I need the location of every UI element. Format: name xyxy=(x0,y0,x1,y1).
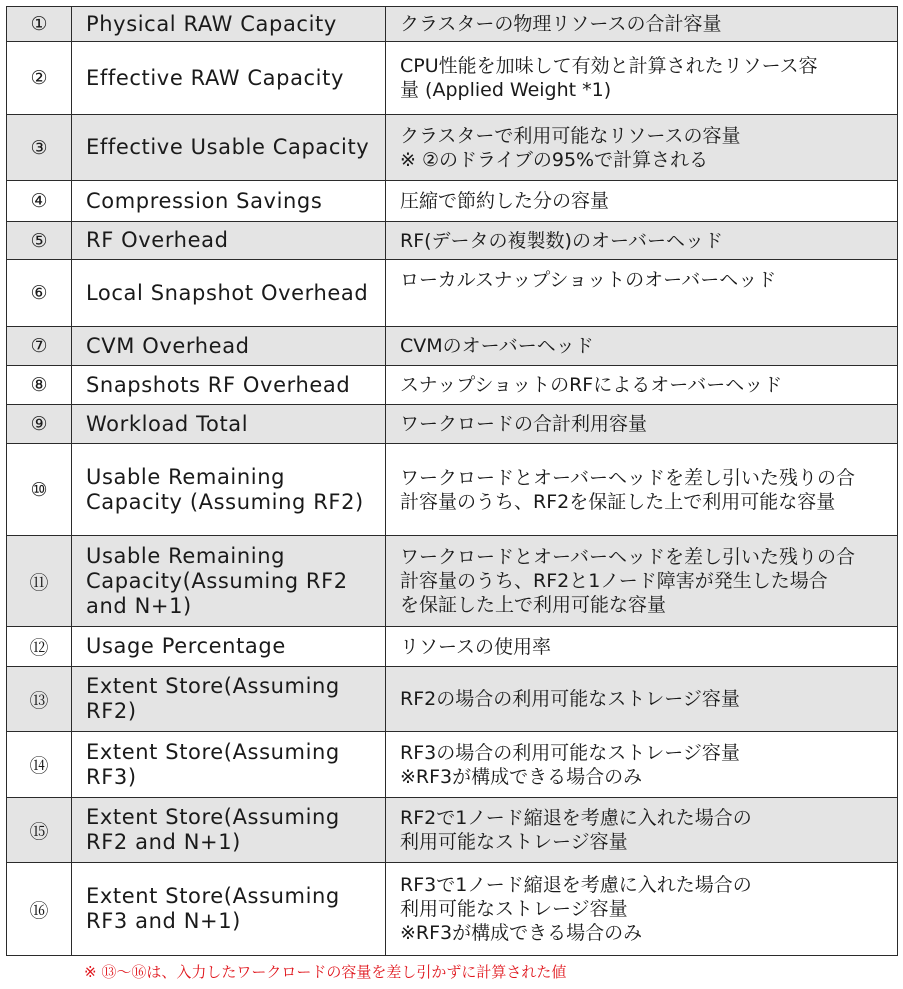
row-description: スナップショットのRFによるオーバーヘッド xyxy=(386,366,898,405)
row-number: ③ xyxy=(7,115,72,181)
row-number: ⑫ xyxy=(7,627,72,667)
row-description: クラスターで利用可能なリソースの容量 ※ ②のドライブの95%で計算される xyxy=(386,115,898,181)
row-number: ⑮ xyxy=(7,798,72,863)
table-row xyxy=(7,444,898,536)
row-description: RF2で1ノード縮退を考慮に入れた場合の 利用可能なストレージ容量 xyxy=(386,798,898,863)
table-row xyxy=(7,327,898,366)
row-term: CVM Overhead xyxy=(72,327,386,366)
row-description: RF(データの複製数)のオーバーヘッド xyxy=(386,222,898,260)
row-term: Workload Total xyxy=(72,405,386,444)
row-number: ② xyxy=(7,42,72,115)
row-description: CPU性能を加味して有効と計算されたリソース容 量 (Applied Weight *1) xyxy=(386,42,898,115)
row-description: RF2の場合の利用可能なストレージ容量 xyxy=(386,667,898,732)
row-number: ⑥ xyxy=(7,260,72,327)
table-row xyxy=(7,115,898,181)
table-row xyxy=(7,798,898,863)
row-term: Extent Store(Assuming RF3 and N+1) xyxy=(72,863,386,956)
capacity-definition-table xyxy=(6,6,898,956)
row-term: Usable Remaining Capacity (Assuming RF2) xyxy=(72,444,386,536)
row-number: ⑭ xyxy=(7,732,72,798)
table-row xyxy=(7,366,898,405)
table-row xyxy=(7,7,898,42)
table-row xyxy=(7,667,898,732)
row-description: ローカルスナップショットのオーバーヘッド xyxy=(386,260,898,327)
table-row xyxy=(7,627,898,667)
row-number: ⑩ xyxy=(7,444,72,536)
row-number: ① xyxy=(7,7,72,42)
row-number: ⑧ xyxy=(7,366,72,405)
row-term: Local Snapshot Overhead xyxy=(72,260,386,327)
row-description: ワークロードの合計利用容量 xyxy=(386,405,898,444)
row-term: Effective Usable Capacity xyxy=(72,115,386,181)
row-term: Snapshots RF Overhead xyxy=(72,366,386,405)
row-term: RF Overhead xyxy=(72,222,386,260)
row-number: ④ xyxy=(7,181,72,222)
row-number: ⑤ xyxy=(7,222,72,260)
row-number: ⑯ xyxy=(7,863,72,956)
table-row xyxy=(7,222,898,260)
table-row xyxy=(7,863,898,956)
row-term: Extent Store(Assuming RF2) xyxy=(72,667,386,732)
row-term: Effective RAW Capacity xyxy=(72,42,386,115)
footnote: ※ ⑬〜⑯は、入力したワークロードの容量を差し引かずに計算された値 xyxy=(84,963,567,981)
table-row xyxy=(7,260,898,327)
row-description: ワークロードとオーバーヘッドを差し引いた残りの合 計容量のうち、RF2を保証した上で利用可能な容量 xyxy=(386,444,898,536)
row-term: Extent Store(Assuming RF3) xyxy=(72,732,386,798)
row-term: Extent Store(Assuming RF2 and N+1) xyxy=(72,798,386,863)
table-row xyxy=(7,536,898,627)
row-description: クラスターの物理リソースの合計容量 xyxy=(386,7,898,42)
row-description: RF3の場合の利用可能なストレージ容量 ※RF3が構成できる場合のみ xyxy=(386,732,898,798)
row-number: ⑬ xyxy=(7,667,72,732)
row-term: Physical RAW Capacity xyxy=(72,7,386,42)
row-term: Compression Savings xyxy=(72,181,386,222)
row-term: Usable Remaining Capacity(Assuming RF2 and N+1) xyxy=(72,536,386,627)
table-row xyxy=(7,732,898,798)
row-description: 圧縮で節約した分の容量 xyxy=(386,181,898,222)
row-term: Usage Percentage xyxy=(72,627,386,667)
table-row xyxy=(7,42,898,115)
row-description: RF3で1ノード縮退を考慮に入れた場合の 利用可能なストレージ容量 ※RF3が構成できる場合のみ xyxy=(386,863,898,956)
table-row xyxy=(7,181,898,222)
row-number: ⑪ xyxy=(7,536,72,627)
row-description: CVMのオーバーヘッド xyxy=(386,327,898,366)
table-row xyxy=(7,405,898,444)
row-description: ワークロードとオーバーヘッドを差し引いた残りの合 計容量のうち、RF2と1ノード障害が発生した場合 を保証した上で利用可能な容量 xyxy=(386,536,898,627)
row-number: ⑦ xyxy=(7,327,72,366)
row-description: リソースの使用率 xyxy=(386,627,898,667)
row-number: ⑨ xyxy=(7,405,72,444)
